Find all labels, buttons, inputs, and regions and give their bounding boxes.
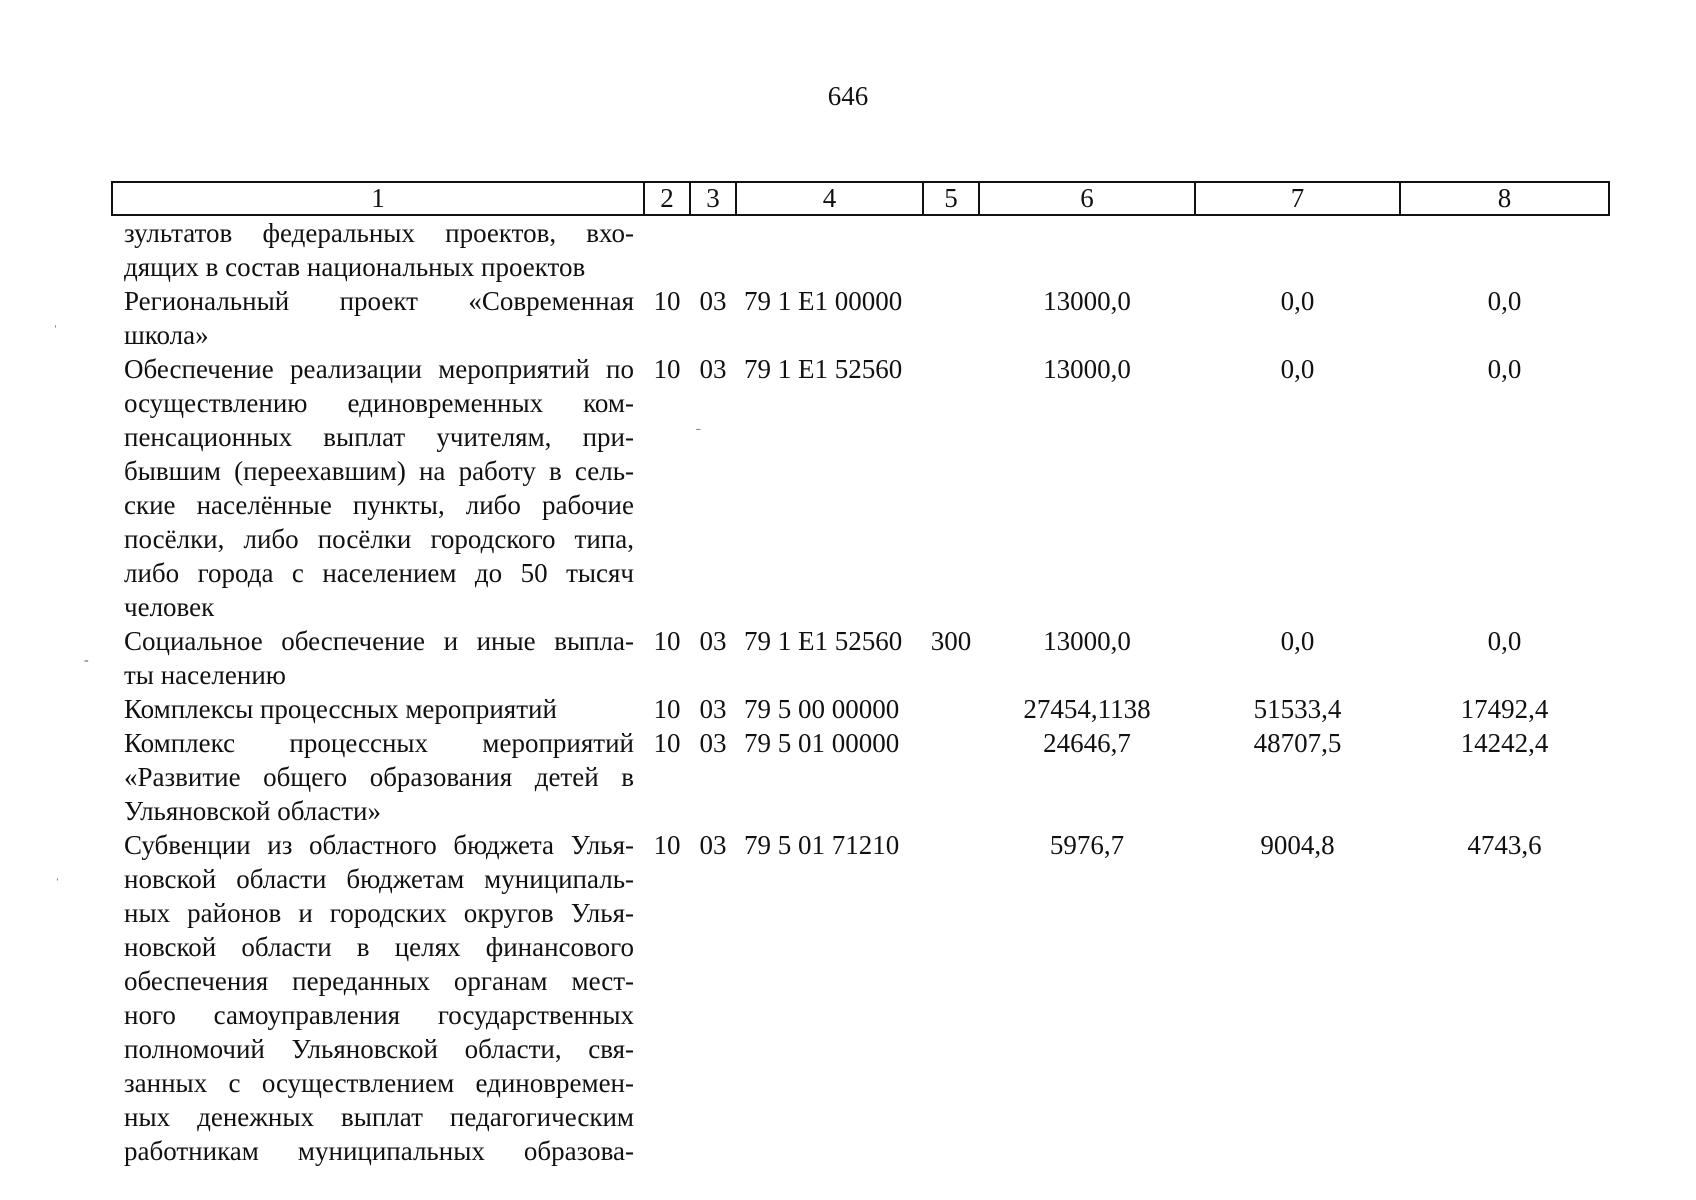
row-name-line: Ульяновской области» <box>124 796 382 826</box>
expense-type-code <box>923 352 979 624</box>
target-article-code: 79 1 E1 00000 <box>744 286 903 316</box>
row-name-line: новской области в целях финансового <box>124 932 634 962</box>
page-number: 646 <box>827 81 869 111</box>
amount-col-7: 0,0 <box>1280 626 1315 656</box>
table-row <box>112 726 1609 828</box>
table-row <box>112 284 1609 352</box>
subsection-code: 03 <box>699 694 727 724</box>
section-code <box>644 215 690 284</box>
row-name-line: ного самоуправления государственных <box>124 1000 634 1030</box>
section-code: 10 <box>653 728 681 758</box>
scan-speck: - <box>84 653 89 668</box>
row-name-line: ские населённые пункты, либо рабочие <box>124 490 634 520</box>
row-name-line: Региональный проект «Современная <box>124 286 634 316</box>
subsection-code: 03 <box>699 728 727 758</box>
row-name-cell <box>112 215 644 284</box>
table-row <box>112 215 1609 284</box>
budget-table <box>111 181 1610 1168</box>
target-article-code: 79 1 E1 52560 <box>744 626 903 656</box>
amount-col-6: 13000,0 <box>1043 286 1131 316</box>
expense-type-code <box>923 215 979 284</box>
target-article-code: 79 5 00 00000 <box>744 694 900 724</box>
target-article-code: 79 1 E1 52560 <box>744 354 903 384</box>
section-code: 10 <box>653 286 681 316</box>
row-name-line: либо города с населением до 50 тысяч <box>124 558 634 588</box>
row-name-line: дящих в состав национальных проектов <box>124 252 586 282</box>
row-name-line: ных денежных выплат педагогическим <box>124 1102 634 1132</box>
row-name-cell <box>112 726 644 828</box>
row-name-cell <box>112 352 644 624</box>
scan-speck: ˈ <box>53 324 58 339</box>
amount-col-6: 27454,1138 <box>1023 694 1151 724</box>
column-header-8: 8 <box>1400 182 1609 215</box>
amount-col-6: 5976,7 <box>1049 830 1125 860</box>
row-name-line: «Развитие общего образования детей в <box>124 762 634 792</box>
amount-col-8: 17492,4 <box>1460 694 1549 724</box>
row-name-line: занных с осуществлением единовремен- <box>124 1068 634 1098</box>
row-name-line: новской области бюджетам муниципаль- <box>124 864 634 894</box>
amount-col-7 <box>1195 215 1400 284</box>
amount-col-6: 13000,0 <box>1043 626 1131 656</box>
row-name-line: зультатов федеральных проектов, вхо- <box>124 218 634 248</box>
row-name-line: человек <box>124 592 215 622</box>
section-code: 10 <box>653 830 681 860</box>
row-name-line: пенсационных выплат учителям, при- <box>124 422 634 452</box>
column-header-3: 3 <box>690 182 736 215</box>
row-name-line: Субвенции из областного бюджета Улья- <box>124 830 634 860</box>
amount-col-7: 51533,4 <box>1253 694 1342 724</box>
row-name-line: бывшим (переехавшим) на работу в сель- <box>124 456 634 486</box>
expense-type-code <box>923 828 979 1168</box>
amount-col-7: 9004,8 <box>1260 830 1335 860</box>
column-header-6: 6 <box>979 182 1195 215</box>
section-code: 10 <box>653 354 681 384</box>
amount-col-8: 0,0 <box>1487 286 1522 316</box>
row-name-line: осуществлению единовременных ком- <box>124 388 634 418</box>
amount-col-7: 0,0 <box>1280 354 1315 384</box>
section-code: 10 <box>653 694 681 724</box>
section-code: 10 <box>653 626 681 656</box>
row-name-cell <box>112 284 644 352</box>
column-header-7: 7 <box>1195 182 1400 215</box>
amount-col-7: 48707,5 <box>1253 728 1342 758</box>
amount-col-8 <box>1400 215 1609 284</box>
amount-col-6: 13000,0 <box>1043 354 1131 384</box>
scan-speck: ˗ <box>696 421 701 436</box>
budget-table-container <box>111 181 1608 1168</box>
subsection-code: 03 <box>699 626 727 656</box>
subsection-code: 03 <box>699 830 727 860</box>
expense-type-code <box>923 284 979 352</box>
amount-col-7: 0,0 <box>1280 286 1315 316</box>
amount-col-8: 14242,4 <box>1460 728 1549 758</box>
amount-col-8: 0,0 <box>1487 354 1522 384</box>
row-name-line: работникам муниципальных образова- <box>124 1136 634 1166</box>
table-row <box>112 828 1609 1168</box>
row-name-line: полномочий Ульяновской области, свя- <box>124 1034 634 1064</box>
row-name-line: ных районов и городских округов Улья- <box>124 898 634 928</box>
target-article-code: 79 5 01 71210 <box>744 830 900 860</box>
row-name-line: школа» <box>124 320 209 350</box>
row-name-line: Комплексы процессных мероприятий <box>124 694 557 724</box>
amount-col-6: 24646,7 <box>1043 728 1131 758</box>
expense-type-code <box>923 726 979 828</box>
scan-speck: ˈ <box>55 877 60 892</box>
subsection-code: 03 <box>699 354 727 384</box>
table-body <box>112 215 1609 1168</box>
row-name-line: обеспечения переданных органам мест- <box>124 966 634 996</box>
amount-col-8: 4743,6 <box>1467 830 1542 860</box>
column-header-1: 1 <box>112 182 644 215</box>
expense-type-code: 300 <box>930 626 972 656</box>
target-article-code <box>736 215 923 284</box>
row-name-line: Комплекс процессных мероприятий <box>124 728 634 758</box>
table-row <box>112 352 1609 624</box>
row-name-cell <box>112 828 644 1168</box>
target-article-code: 79 5 01 00000 <box>744 728 900 758</box>
row-name-line: Социальное обеспечение и иные выпла- <box>124 626 634 656</box>
table-row <box>112 692 1609 726</box>
column-header-5: 5 <box>923 182 979 215</box>
row-name-cell <box>112 692 644 726</box>
expense-type-code <box>923 692 979 726</box>
amount-col-6 <box>979 215 1195 284</box>
table-row <box>112 624 1609 692</box>
column-header-4: 4 <box>736 182 923 215</box>
row-name-cell <box>112 624 644 692</box>
amount-col-8: 0,0 <box>1487 626 1522 656</box>
row-name-line: ты населению <box>124 660 286 690</box>
row-name-line: посёлки, либо посёлки городского типа, <box>124 524 634 554</box>
column-number-header-row <box>112 182 1609 215</box>
row-name-line: Обеспечение реализации мероприятий по <box>124 354 634 384</box>
subsection-code: 03 <box>699 286 727 316</box>
subsection-code <box>690 215 736 284</box>
column-header-2: 2 <box>644 182 690 215</box>
